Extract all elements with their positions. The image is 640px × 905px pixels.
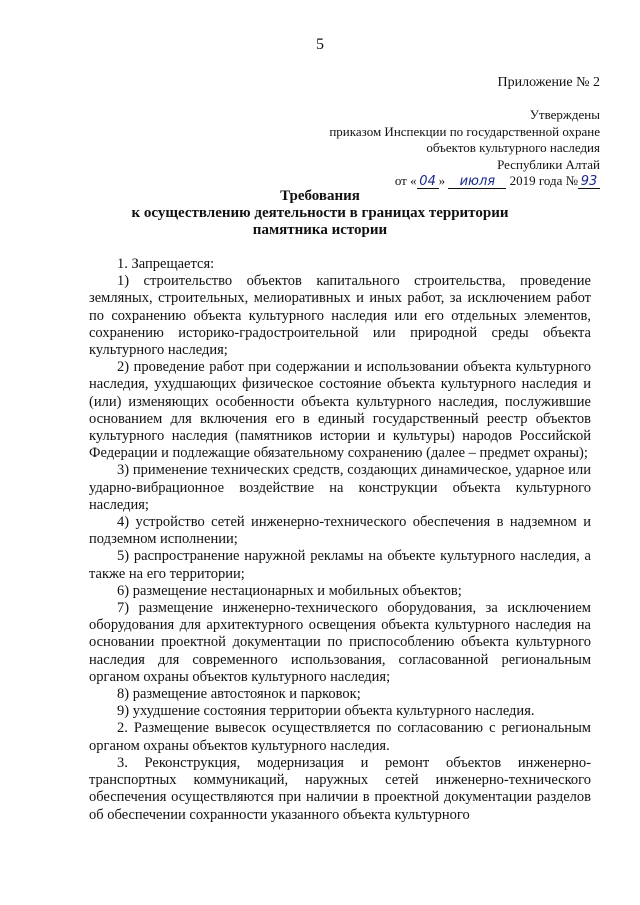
date-suffix: 2019 года №: [509, 173, 578, 188]
paragraph: 4) устройство сетей инженерно-технического обеспечения в надземном и подземном исполнении;: [89, 514, 591, 548]
order-number-handwritten: 93: [578, 175, 600, 189]
approval-line-4: Республики Алтай: [497, 156, 600, 172]
appendix-label: Приложение № 2: [497, 75, 600, 90]
paragraph: 1. Запрещается:: [117, 256, 215, 272]
paragraph: 9) ухудшение состояния территории объекта культурного наследия.: [117, 703, 535, 720]
title-line-3: памятника истории: [252, 222, 388, 238]
paragraph: 2) проведение работ при содержании и использовании объекта культурного наследия, ухудшающих физическое состояние объекта культурного наследия и (или) изменяющих особенности объекта культурного наследия, послужившие основанием для включения его в единый государственный реестр объектов культурного наследия (памятников истории и культуры) народов Российской Федерации и подлежащие обязательному сохранению (далее – предмет охраны);: [89, 359, 591, 462]
date-month-handwritten: июля: [448, 175, 506, 189]
approval-line-1: Утверждены: [529, 107, 600, 122]
date-prefix: от «: [394, 173, 417, 188]
paragraph: 2. Размещение вывесок осуществляется по согласованию с региональным органом охраны объектов культурного наследия.: [89, 720, 591, 754]
document-body: [89, 256, 591, 824]
paragraph: 5) распространение наружной рекламы на объекте культурного наследия, а также на его территории;: [89, 548, 591, 582]
paragraph: 1) строительство объектов капитального строительства, проведение земляных, строительных, мелиоративных и иных работ, за исключением работ по сохранению объекта культурного наследия или его отдельных элементов, сохранению историко-градостроительной или природной среды объекта культурного наследия;: [89, 273, 591, 359]
paragraph: 6) размещение нестационарных и мобильных объектов;: [117, 582, 462, 599]
title-line-2: к осуществлению деятельности в границах территории: [131, 205, 509, 221]
document-title: [0, 188, 640, 239]
paragraph: 3. Реконструкция, модернизация и ремонт объектов инженерно-транспортных коммуникаций, наружных сетей инженерно-технического обеспечения осуществляются при наличии в проектной документации разделов об обеспечении сохранности указанного объекта культурного: [89, 754, 591, 823]
date-mid: »: [438, 173, 446, 188]
paragraph: 3) применение технических средств, создающих динамическое, ударное или ударно-вибрационное воздействие на конструкции объекта культурного наследия;: [89, 462, 591, 513]
paragraph: 8) размещение автостоянок и парковок;: [117, 686, 361, 703]
approval-line-3: объектов культурного наследия: [426, 140, 600, 155]
approval-line-2: приказом Инспекции по государственной охране: [329, 123, 600, 139]
page-number: 5: [316, 36, 324, 53]
date-day-handwritten: 04: [417, 175, 439, 189]
approval-block: [329, 107, 600, 190]
title-line-1: Требования: [280, 188, 360, 204]
paragraph: 7) размещение инженерно-технического оборудования, за исключением оборудования для архитектурного освещения объекта культурного наследия на основании проектной документации по приспособлению объекта культурного наследия для современного использования, согласованной региональным органом охраны объектов культурного наследия;: [89, 600, 591, 685]
